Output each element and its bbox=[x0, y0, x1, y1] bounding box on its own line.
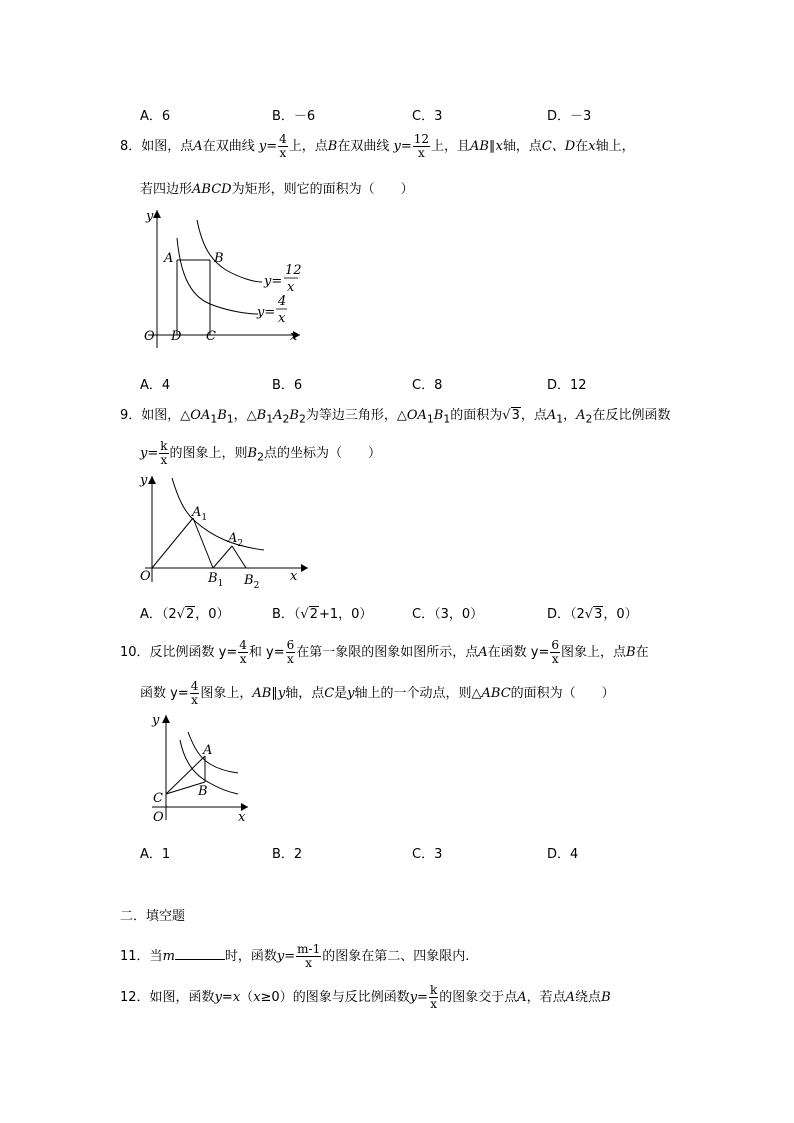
q9-figure bbox=[140, 470, 320, 595]
point-b-label: B bbox=[214, 251, 224, 266]
point-c-label: C bbox=[153, 791, 163, 806]
fraction: $\frac{k}{x}$ bbox=[160, 439, 168, 467]
axis-x-label: x bbox=[290, 569, 298, 584]
axis-y-label: y bbox=[152, 713, 160, 728]
point-a-label: A bbox=[203, 743, 213, 758]
curve-label-12: y= bbox=[264, 274, 283, 289]
q10-option-a: A．1 bbox=[140, 847, 171, 862]
point-b2-label: $B_2$ bbox=[244, 573, 260, 591]
q10-option-d: D．4 bbox=[547, 847, 579, 862]
origin-label: O bbox=[144, 329, 155, 344]
q8-option-c: C．8 bbox=[412, 378, 443, 393]
axis-x-label: x bbox=[238, 810, 246, 825]
q8-option-a: A．4 bbox=[140, 378, 171, 393]
point-d-label: D bbox=[171, 329, 182, 344]
q8-option-d: D．12 bbox=[547, 378, 587, 393]
q12-line: 12．如图，函数y=x（x≥0）的图象与反比例函数y= $\frac{k}{x}$ 的图象交于点A，若点A绕点B bbox=[120, 983, 611, 1011]
fraction: $\frac{6}{x}$ bbox=[551, 638, 560, 666]
point-c-label: C bbox=[206, 329, 216, 344]
section-title: 二．填空题 bbox=[120, 909, 186, 924]
q10-option-c: C．3 bbox=[412, 847, 443, 862]
q9-option-c: C．（3，0） bbox=[412, 607, 484, 622]
fraction: $\frac{k}{x}$ bbox=[429, 983, 438, 1011]
svg-text:12: 12 bbox=[285, 263, 302, 278]
fraction: $\frac{m-1}{x}$ bbox=[297, 942, 321, 970]
point-a2-label: $A_2$ bbox=[228, 531, 244, 549]
q9-option-d: D．（2√3，0） bbox=[547, 607, 638, 622]
origin-label: O bbox=[140, 569, 151, 584]
fraction: $\frac{6}{x}$ bbox=[286, 638, 295, 666]
answer-blank bbox=[175, 947, 225, 960]
axis-y-label: y bbox=[140, 473, 148, 488]
q7-option-c: C．3 bbox=[412, 109, 443, 124]
point-b-label: B bbox=[198, 784, 208, 799]
origin-label: O bbox=[153, 810, 164, 825]
fraction: $\frac{4}{x}$ bbox=[190, 679, 199, 707]
q8-option-b: B．6 bbox=[272, 378, 303, 393]
q10-line-1: 10．反比例函数 y= $\frac{4}{x}$ 和 y= $\frac{6}{x}$ 在第一象限的图象如图所示，点A在函数 y= $\frac{6}{x}$ 图象上，点B在 bbox=[120, 638, 649, 666]
q11-line: 11．当m 时，函数y= $\frac{m-1}{x}$ 的图象在第二、四象限内. bbox=[120, 942, 470, 970]
fraction: $\frac{12}{x}$ bbox=[413, 132, 429, 160]
q8-line-2: 若四边形ABCD为矩形，则它的面积为（ ） bbox=[140, 182, 414, 197]
svg-text:x: x bbox=[287, 280, 295, 295]
q7-option-a: A．6 bbox=[140, 109, 171, 124]
q9-option-b: B．（√2+1，0） bbox=[272, 607, 373, 622]
svg-text:x: x bbox=[278, 311, 286, 326]
q10-option-b: B．2 bbox=[272, 847, 303, 862]
q8-figure bbox=[140, 200, 310, 350]
point-b1-label: $B_1$ bbox=[208, 571, 224, 589]
q9-line-1: 9．如图，$\triangle OA_1B_1$，$\triangle B_1A_2B_2$为等边三角形，$\triangle OA_1B_1$的面积为√3，点$A_1$，$A_2$在反比例函数 bbox=[120, 408, 671, 426]
q8-line-1: 8．如图，点A在双曲线 y= $\frac{4}{x}$ 上，点B在双曲线 y= $\frac{12}{x}$ 上，且AB∥x轴，点C、D在x轴上， bbox=[120, 132, 635, 160]
q9-line-2: y= $\frac{k}{x}$ 的图象上，则$B_2$点的坐标为（ ） bbox=[140, 439, 382, 467]
axis-y-label: y bbox=[146, 209, 154, 224]
axis-x-label: x bbox=[290, 329, 298, 344]
svg-text:4: 4 bbox=[278, 294, 287, 309]
point-a1-label: $A_1$ bbox=[192, 505, 208, 523]
q7-option-d: D．－3 bbox=[547, 109, 592, 124]
fraction: $\frac{4}{x}$ bbox=[239, 638, 247, 666]
point-a-label: A bbox=[164, 251, 174, 266]
q7-option-b: B．－6 bbox=[272, 109, 316, 124]
fraction: $\frac{4}{x}$ bbox=[279, 132, 287, 160]
curve-label-4: y= bbox=[257, 305, 276, 320]
q9-option-a: A．（2√2，0） bbox=[140, 607, 230, 622]
q10-figure bbox=[148, 710, 258, 825]
q10-line-2: 函数 y= $\frac{4}{x}$ 图象上，AB∥y轴，点C是y轴上的一个动点，则△ABC的面积为（ ） bbox=[140, 679, 615, 707]
